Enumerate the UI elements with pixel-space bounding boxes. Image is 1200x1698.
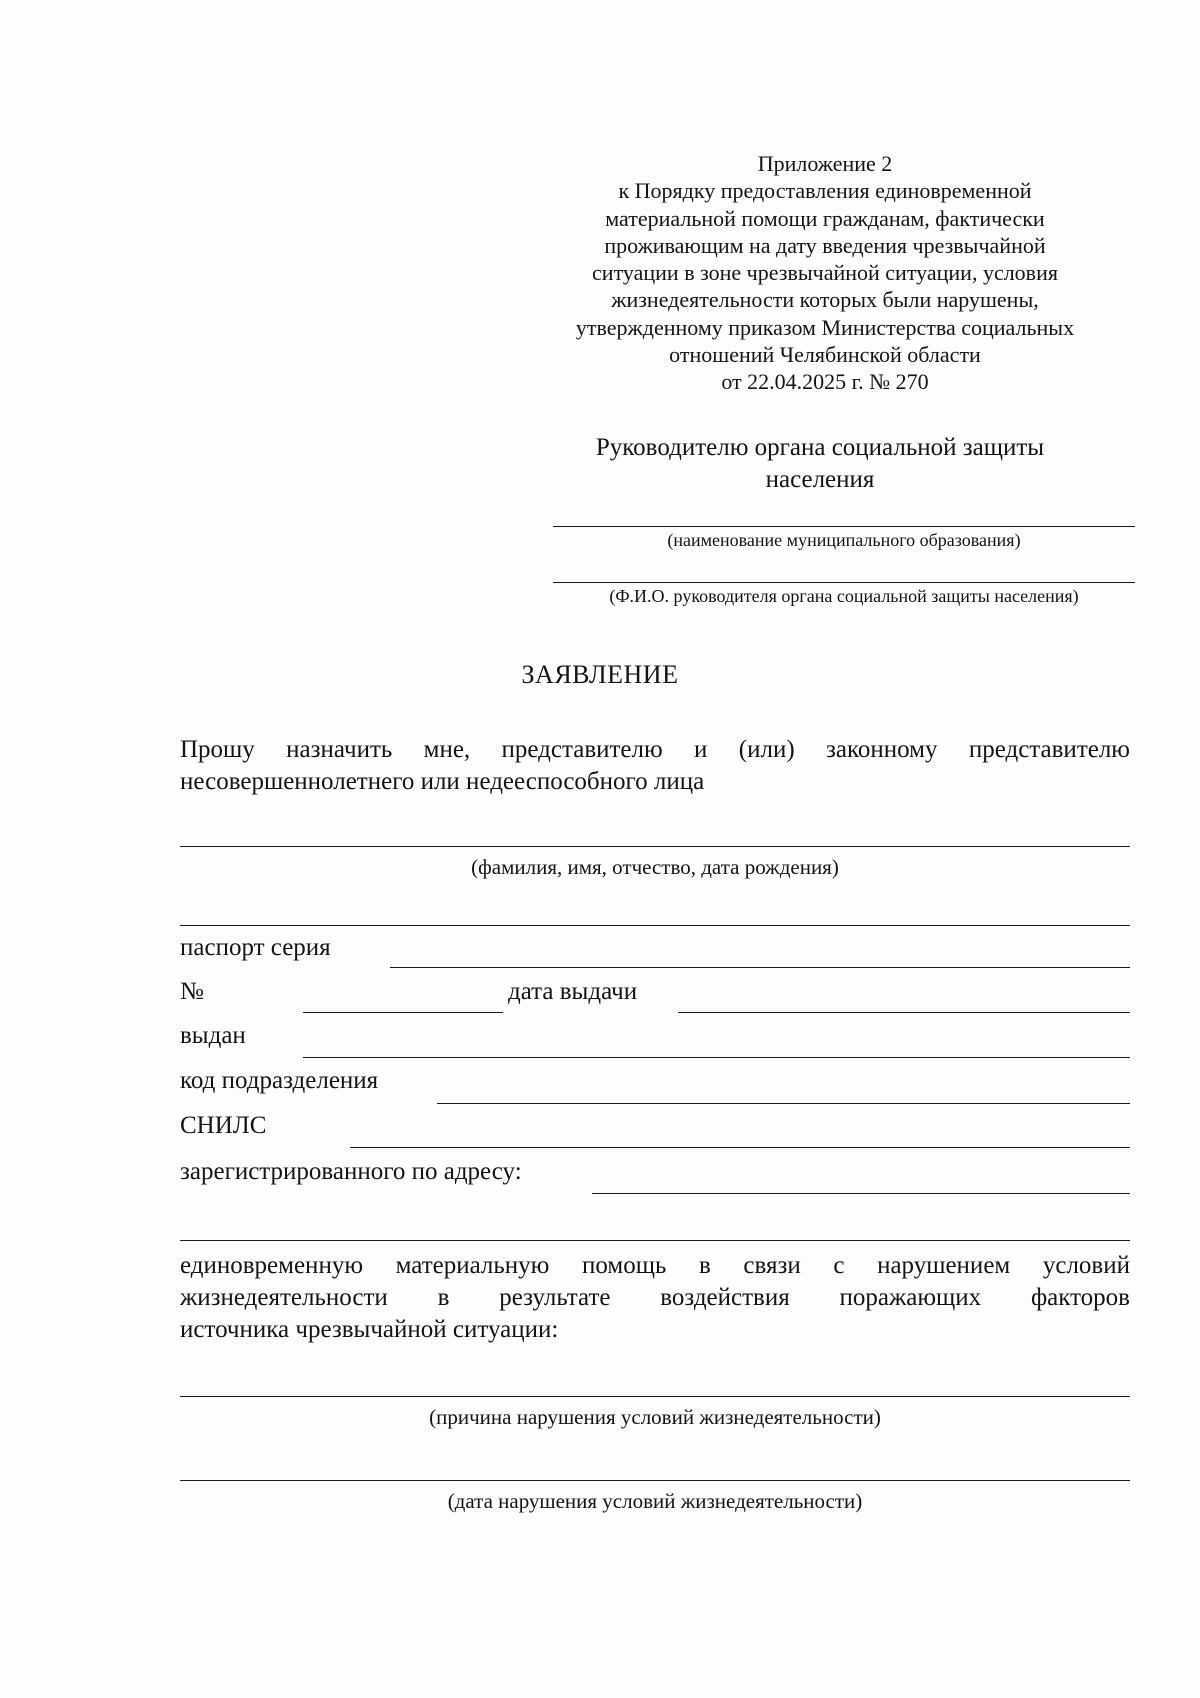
request-line-1: Прошу назначить мне, представителю и (или) законному представителю: [180, 736, 1130, 763]
applicant-name-caption: (фамилия, имя, отчество, дата рождения): [471, 855, 839, 879]
request-line-2: несовершеннолетнего или недееспособного лица: [180, 768, 705, 795]
appendix-line: материальной помощи гражданам, фактически: [605, 205, 1045, 231]
issue-date-label: дата выдачи: [508, 978, 638, 1005]
passport-series-input[interactable]: [390, 967, 1130, 968]
request-paragraph: [180, 734, 1130, 798]
issue-date-input[interactable]: [678, 1012, 1130, 1013]
appendix-header: [530, 150, 1120, 396]
passport-number-label: №: [180, 978, 204, 1005]
violation-date-caption: (дата нарушения условий жизнедеятельности): [447, 1489, 863, 1513]
division-code-label: код подразделения: [180, 1067, 379, 1094]
addressee-line-2: населения: [765, 466, 875, 493]
assistance-line-3: источника чрезвычайной ситуации:: [180, 1316, 559, 1343]
assistance-line-1: единовременную материальную помощь в связи с нарушением условий: [180, 1252, 1130, 1279]
municipality-caption: (наименование муниципального образования): [667, 530, 1021, 550]
appendix-line: Приложение 2: [757, 151, 893, 176]
passport-number-input[interactable]: [303, 1012, 503, 1013]
head-name-caption: (Ф.И.О. руководителя органа социальной защиты населения): [609, 586, 1079, 606]
issued-by-input[interactable]: [303, 1057, 1130, 1058]
passport-series-label: паспорт серия: [180, 934, 331, 961]
snils-label: СНИЛС: [180, 1112, 267, 1139]
appendix-line: от 22.04.2025 г. № 270: [721, 369, 929, 395]
division-code-input[interactable]: [437, 1103, 1130, 1104]
document-title: ЗАЯВЛЕНИЕ: [521, 660, 679, 689]
applicant-name-input-line[interactable]: [180, 846, 1130, 847]
municipality-input-line[interactable]: [553, 526, 1135, 527]
appendix-line: к Порядку предоставления единовременной: [618, 178, 1032, 204]
assistance-line-2: жизнедеятельности в результате воздействия поражающих факторов: [180, 1284, 1130, 1311]
violation-date-input-line[interactable]: [180, 1480, 1130, 1481]
snils-input[interactable]: [350, 1147, 1130, 1148]
reason-input-line[interactable]: [180, 1396, 1130, 1397]
reason-caption: (причина нарушения условий жизнедеятельности): [429, 1405, 881, 1429]
applicant-extra-input-line[interactable]: [180, 925, 1130, 926]
appendix-line: утвержденному приказом Министерства социальных: [575, 314, 1075, 340]
registered-address-input[interactable]: [592, 1193, 1130, 1194]
registered-address-label: зарегистрированного по адресу:: [180, 1158, 522, 1185]
issued-by-label: выдан: [180, 1022, 246, 1049]
appendix-line: проживающим на дату введения чрезвычайной: [604, 232, 1046, 258]
appendix-line: жизнедеятельности которых были нарушены,: [611, 287, 1039, 313]
appendix-line: ситуации в зоне чрезвычайной ситуации, условия: [592, 260, 1058, 286]
addressee-line-1: Руководителю органа социальной защиты: [595, 434, 1045, 461]
addressee-block: [560, 432, 1080, 496]
appendix-line: отношений Челябинской области: [669, 342, 981, 368]
head-name-input-line[interactable]: [553, 582, 1135, 583]
address-continuation-input[interactable]: [180, 1240, 1130, 1241]
assistance-paragraph: [180, 1250, 1130, 1346]
